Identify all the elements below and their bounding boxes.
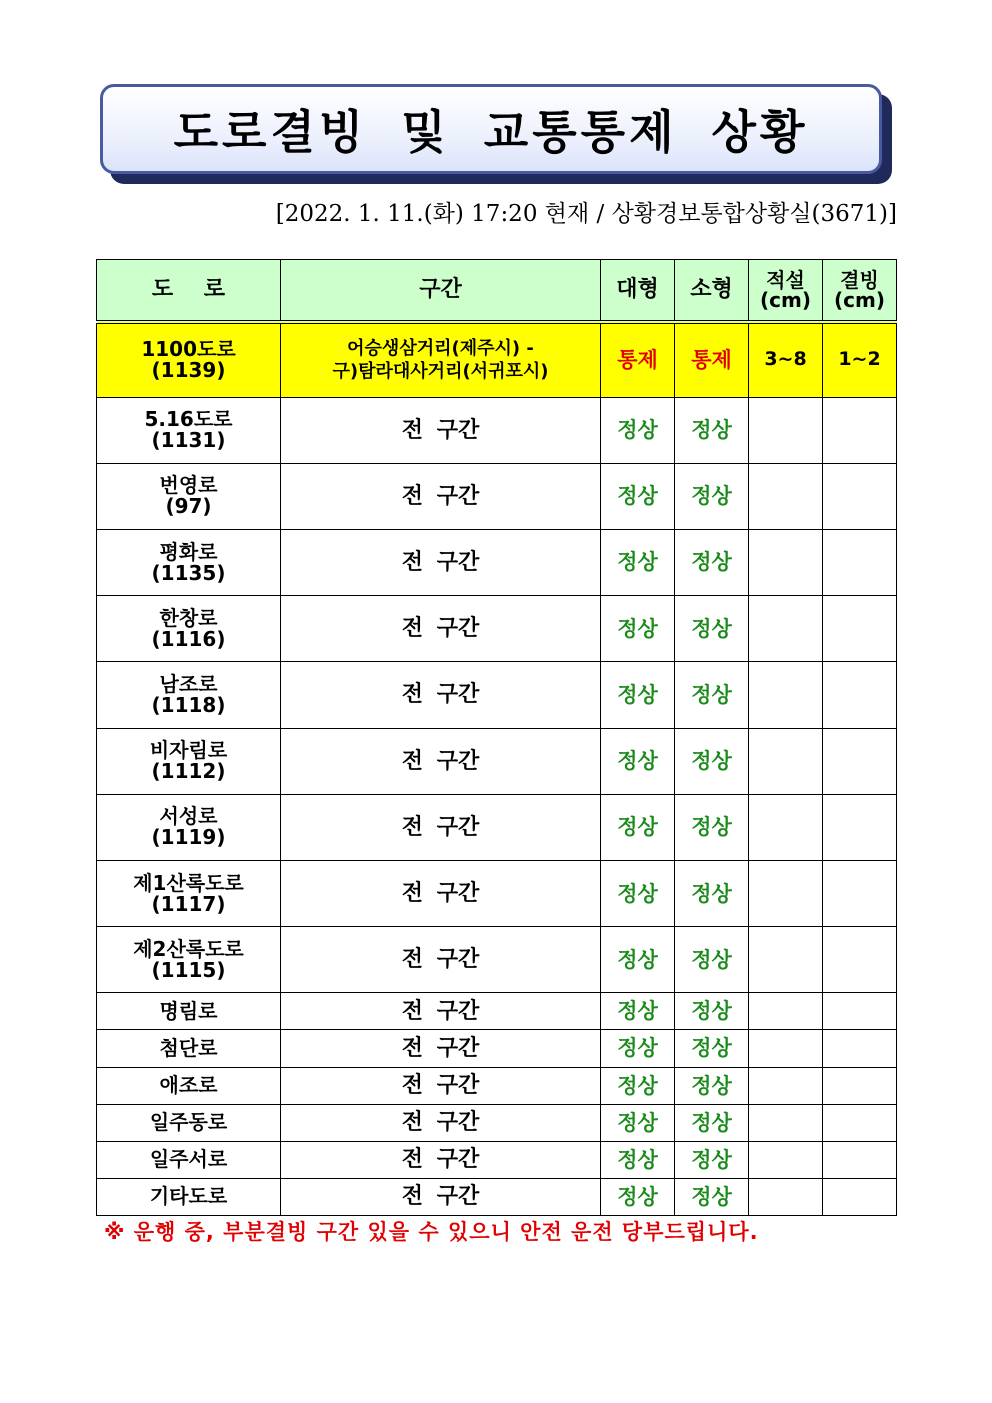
header-large-vehicle: 대형 — [601, 260, 675, 323]
snow-depth — [749, 1104, 823, 1141]
large-vehicle-status: 정상 — [601, 728, 675, 794]
snow-depth — [749, 860, 823, 926]
header-ice-unit: (cm) — [834, 288, 885, 312]
road-section: 전 구간 — [281, 529, 601, 595]
road-section: 전 구간 — [281, 794, 601, 860]
road-name: 남조로 (1118) — [97, 662, 281, 728]
header-ice-label: 결빙 — [840, 268, 879, 292]
road-name: 일주동로 — [97, 1104, 281, 1141]
large-vehicle-status: 정상 — [601, 463, 675, 529]
header-road: 도 로 — [97, 260, 281, 323]
road-section: 전 구간 — [281, 463, 601, 529]
large-vehicle-status: 정상 — [601, 860, 675, 926]
table-row — [97, 1104, 897, 1141]
large-vehicle-status: 정상 — [601, 1104, 675, 1141]
ice-depth — [823, 860, 897, 926]
road-name: 서성로 (1119) — [97, 794, 281, 860]
road-section: 전 구간 — [281, 927, 601, 993]
snow-depth — [749, 728, 823, 794]
road-section: 전 구간 — [281, 1030, 601, 1067]
small-vehicle-status: 정상 — [675, 529, 749, 595]
snow-depth — [749, 1030, 823, 1067]
road-section: 전 구간 — [281, 596, 601, 662]
table-row — [97, 993, 897, 1030]
snow-depth — [749, 927, 823, 993]
table-row — [97, 662, 897, 728]
road-section: 전 구간 — [281, 993, 601, 1030]
road-name: 제2산록도로 (1115) — [97, 927, 281, 993]
small-vehicle-status: 정상 — [675, 1178, 749, 1215]
header-ice — [823, 260, 897, 323]
safety-notice: ※ 운행 중, 부분결빙 구간 있을 수 있으니 안전 운전 당부드립니다. — [104, 1220, 759, 1244]
ice-depth: 1~2 — [823, 322, 897, 397]
small-vehicle-status: 정상 — [675, 463, 749, 529]
header-snow — [749, 260, 823, 323]
ice-depth — [823, 1104, 897, 1141]
road-name: 첨단로 — [97, 1030, 281, 1067]
ice-depth — [823, 1030, 897, 1067]
snow-depth: 3~8 — [749, 322, 823, 397]
table-row — [97, 1030, 897, 1067]
ice-depth — [823, 596, 897, 662]
large-vehicle-status: 정상 — [601, 1067, 675, 1104]
table-row — [97, 1067, 897, 1104]
ice-depth — [823, 728, 897, 794]
road-section: 어승생삼거리(제주시) - 구)탐라대사거리(서귀포시) — [281, 322, 601, 397]
road-status-table — [96, 259, 897, 1216]
table-header-row — [97, 260, 897, 323]
ice-depth — [823, 1141, 897, 1178]
table-row — [97, 463, 897, 529]
road-name: 1100도로 (1139) — [97, 322, 281, 397]
table-row — [97, 397, 897, 463]
small-vehicle-status: 정상 — [675, 397, 749, 463]
header-small-vehicle: 소형 — [675, 260, 749, 323]
snow-depth — [749, 662, 823, 728]
ice-depth — [823, 794, 897, 860]
road-name: 명림로 — [97, 993, 281, 1030]
table-row — [97, 1141, 897, 1178]
table-row — [97, 596, 897, 662]
road-name: 번영로 (97) — [97, 463, 281, 529]
road-name: 애조로 — [97, 1067, 281, 1104]
snow-depth — [749, 463, 823, 529]
header-section: 구간 — [281, 260, 601, 323]
large-vehicle-status: 정상 — [601, 927, 675, 993]
header-snow-label: 적설 — [766, 268, 805, 292]
ice-depth — [823, 993, 897, 1030]
road-name: 평화로 (1135) — [97, 529, 281, 595]
title-box — [100, 84, 882, 174]
small-vehicle-status: 통제 — [675, 322, 749, 397]
road-section: 전 구간 — [281, 662, 601, 728]
report-timestamp: [2022. 1. 11.(화) 17:20 현재 / 상황경보통합상황실(3671)] — [275, 201, 897, 227]
large-vehicle-status: 정상 — [601, 993, 675, 1030]
page-title: 도로결빙 및 교통통제 상황 — [173, 105, 809, 159]
table-row — [97, 860, 897, 926]
small-vehicle-status: 정상 — [675, 993, 749, 1030]
snow-depth — [749, 596, 823, 662]
large-vehicle-status: 정상 — [601, 794, 675, 860]
road-name: 기타도로 — [97, 1178, 281, 1215]
snow-depth — [749, 1067, 823, 1104]
large-vehicle-status: 정상 — [601, 596, 675, 662]
snow-depth — [749, 529, 823, 595]
small-vehicle-status: 정상 — [675, 927, 749, 993]
ice-depth — [823, 927, 897, 993]
road-name: 제1산록도로 (1117) — [97, 860, 281, 926]
road-name: 5.16도로 (1131) — [97, 397, 281, 463]
ice-depth — [823, 1067, 897, 1104]
snow-depth — [749, 1141, 823, 1178]
ice-depth — [823, 662, 897, 728]
ice-depth — [823, 529, 897, 595]
ice-depth — [823, 463, 897, 529]
small-vehicle-status: 정상 — [675, 1030, 749, 1067]
road-section: 전 구간 — [281, 397, 601, 463]
road-section: 전 구간 — [281, 728, 601, 794]
small-vehicle-status: 정상 — [675, 1141, 749, 1178]
large-vehicle-status: 정상 — [601, 1141, 675, 1178]
small-vehicle-status: 정상 — [675, 860, 749, 926]
table-row — [97, 529, 897, 595]
table-row — [97, 1178, 897, 1215]
table-row — [97, 794, 897, 860]
large-vehicle-status: 정상 — [601, 662, 675, 728]
header-snow-unit: (cm) — [760, 288, 811, 312]
small-vehicle-status: 정상 — [675, 728, 749, 794]
large-vehicle-status: 정상 — [601, 1178, 675, 1215]
small-vehicle-status: 정상 — [675, 794, 749, 860]
road-section: 전 구간 — [281, 1104, 601, 1141]
large-vehicle-status: 통제 — [601, 322, 675, 397]
ice-depth — [823, 397, 897, 463]
large-vehicle-status: 정상 — [601, 1030, 675, 1067]
ice-depth — [823, 1178, 897, 1215]
snow-depth — [749, 794, 823, 860]
road-name: 한창로 (1116) — [97, 596, 281, 662]
road-section: 전 구간 — [281, 860, 601, 926]
small-vehicle-status: 정상 — [675, 596, 749, 662]
road-section: 전 구간 — [281, 1178, 601, 1215]
road-name: 일주서로 — [97, 1141, 281, 1178]
table-row — [97, 322, 897, 397]
table-row — [97, 728, 897, 794]
snow-depth — [749, 993, 823, 1030]
small-vehicle-status: 정상 — [675, 1104, 749, 1141]
road-section: 전 구간 — [281, 1067, 601, 1104]
small-vehicle-status: 정상 — [675, 662, 749, 728]
road-section: 전 구간 — [281, 1141, 601, 1178]
small-vehicle-status: 정상 — [675, 1067, 749, 1104]
snow-depth — [749, 397, 823, 463]
snow-depth — [749, 1178, 823, 1215]
table-row — [97, 927, 897, 993]
road-name: 비자림로 (1112) — [97, 728, 281, 794]
large-vehicle-status: 정상 — [601, 397, 675, 463]
large-vehicle-status: 정상 — [601, 529, 675, 595]
